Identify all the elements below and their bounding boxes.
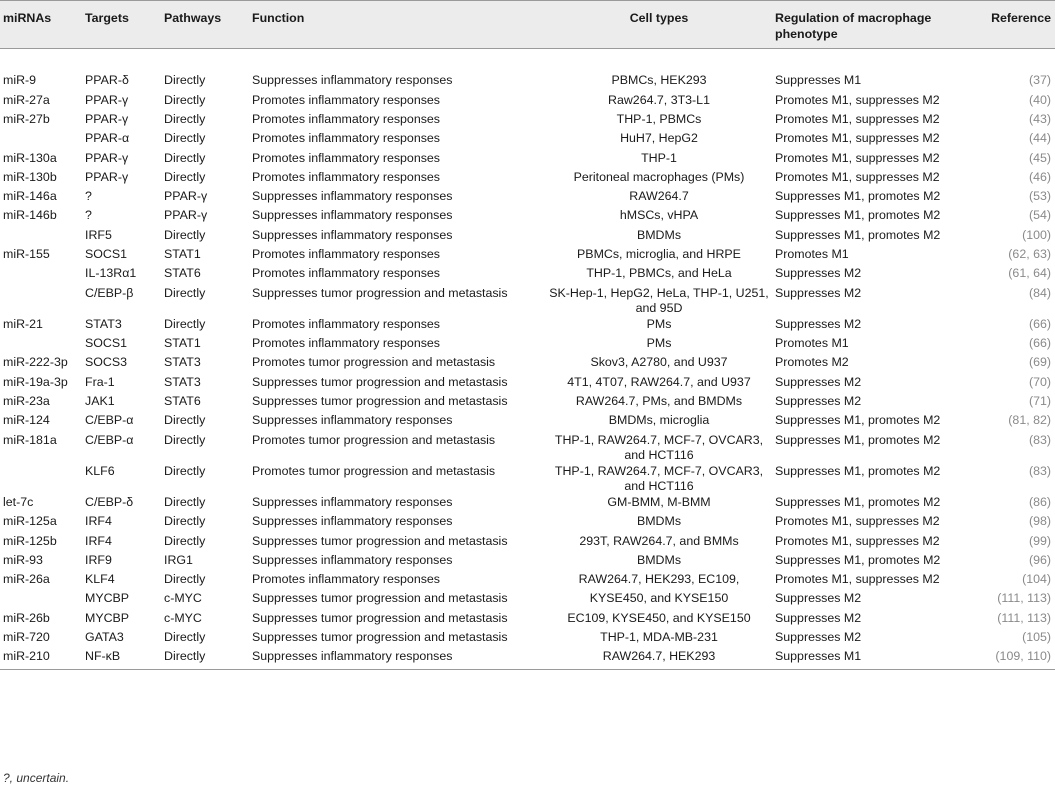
regulation-cell: Promotes M1 bbox=[775, 247, 849, 262]
regulation-cell: Suppresses M1, promotes M2 bbox=[775, 432, 941, 447]
function-cell: Suppresses tumor progression and metastasis bbox=[252, 591, 508, 606]
table-row bbox=[0, 649, 1055, 669]
table-row bbox=[0, 553, 1055, 572]
mirna-cell bbox=[0, 336, 82, 355]
reference-cell: (111, 113) bbox=[997, 610, 1051, 625]
pathway-cell: PPAR-γ bbox=[164, 208, 208, 223]
regulation-cell: Promotes M1, suppresses M2 bbox=[775, 169, 940, 184]
pathway-cell: c-MYC bbox=[164, 610, 202, 625]
regulation-cell: Suppresses M1, promotes M2 bbox=[775, 495, 941, 509]
function-cell: Suppresses tumor progression and metastasis bbox=[252, 533, 508, 548]
function-cell: Suppresses inflammatory responses bbox=[252, 552, 453, 567]
target-cell: PPAR-δ bbox=[85, 73, 129, 88]
reference-cell: (61, 64) bbox=[1008, 266, 1051, 281]
mirna-cell: miR-27b bbox=[3, 111, 50, 126]
function-cell: Promotes inflammatory responses bbox=[252, 92, 440, 107]
regulation-cell: Suppresses M2 bbox=[775, 266, 862, 281]
reference-cell: (100) bbox=[1022, 227, 1051, 242]
table-row bbox=[0, 514, 1055, 533]
cell-types-cell: PBMCs, microglia, and HRPE bbox=[577, 247, 741, 262]
cell-types-cell: THP-1, PBMCs bbox=[616, 111, 702, 126]
col-header-regulation: Regulation of macrophage phenotype bbox=[772, 1, 981, 49]
target-cell: STAT3 bbox=[85, 316, 122, 331]
mirna-cell: miR-146a bbox=[3, 189, 57, 204]
cell-types-cell: THP-1, MDA-MB-231 bbox=[600, 630, 718, 645]
function-cell: Suppresses tumor progression and metastasis bbox=[252, 630, 508, 645]
cell-types-cell: THP-1, PBMCs, and HeLa bbox=[586, 266, 732, 281]
table-row bbox=[0, 93, 1055, 112]
pathway-cell: Directly bbox=[164, 572, 206, 587]
mirna-cell: miR-155 bbox=[3, 247, 50, 262]
cell-types-cell: RAW264.7, HEK293 bbox=[546, 649, 772, 669]
table-row bbox=[0, 286, 1055, 317]
cell-types-cell: 293T, RAW264.7, and BMMs bbox=[579, 533, 739, 548]
reference-cell: (86) bbox=[1028, 495, 1051, 509]
pathway-cell: Directly bbox=[164, 533, 206, 548]
mirna-cell bbox=[0, 131, 82, 150]
mirna-cell: miR-27a bbox=[3, 92, 50, 107]
table-row bbox=[0, 611, 1055, 630]
regulation-cell: Promotes M1, suppresses M2 bbox=[775, 131, 940, 146]
reference-cell: (46) bbox=[1028, 169, 1051, 184]
reference-cell: (81, 82) bbox=[1008, 413, 1051, 428]
col-header-pathways: Pathways bbox=[161, 1, 249, 49]
table-body bbox=[0, 49, 1055, 670]
cell-types-cell: Raw264.7, 3T3-L1 bbox=[608, 92, 710, 107]
table-row bbox=[0, 433, 1055, 464]
cell-types-cell: HuH7, HepG2 bbox=[620, 131, 698, 146]
cell-types-cell: PMs bbox=[646, 316, 672, 331]
reference-cell: (43) bbox=[1028, 111, 1051, 126]
reference-cell: (53) bbox=[1028, 189, 1051, 204]
target-cell: KLF6 bbox=[85, 463, 115, 478]
function-cell: Suppresses inflammatory responses bbox=[249, 649, 546, 669]
cell-types-cell: 4T1, 4T07, RAW264.7, and U937 bbox=[567, 374, 751, 389]
table-row bbox=[0, 112, 1055, 131]
pathway-cell: STAT3 bbox=[164, 374, 201, 389]
pathway-cell: STAT6 bbox=[164, 394, 201, 409]
mirna-cell: miR-181a bbox=[3, 432, 57, 447]
pathway-cell: Directly bbox=[164, 73, 206, 88]
function-cell: Promotes inflammatory responses bbox=[252, 131, 440, 146]
function-cell: Promotes inflammatory responses bbox=[252, 150, 440, 165]
target-cell: PPAR-γ bbox=[85, 150, 129, 165]
pathway-cell: STAT1 bbox=[164, 336, 201, 351]
cell-types-cell: THP-1 bbox=[641, 150, 677, 165]
pathway-cell: Directly bbox=[164, 285, 206, 300]
cell-types-cell: RAW264.7, HEK293, EC109, bbox=[578, 572, 740, 587]
pathway-cell: IRG1 bbox=[164, 552, 193, 567]
target-cell: C/EBP-δ bbox=[85, 495, 134, 509]
target-cell: ? bbox=[85, 189, 92, 204]
regulation-cell: Suppresses M2 bbox=[775, 285, 862, 300]
pathway-cell: c-MYC bbox=[164, 591, 202, 606]
mirna-cell: miR-23a bbox=[3, 394, 50, 409]
pathway-cell: Directly bbox=[161, 649, 249, 669]
cell-types-cell: SK-Hep-1, HepG2, HeLa, THP-1, U251, and 95D bbox=[549, 285, 769, 316]
reference-cell: (37) bbox=[1028, 73, 1051, 88]
reference-cell: (40) bbox=[1028, 92, 1051, 107]
target-cell: NF-κB bbox=[82, 649, 161, 669]
reference-cell: (54) bbox=[1028, 208, 1051, 223]
target-cell: PPAR-α bbox=[85, 131, 130, 146]
regulation-cell: Promotes M1, suppresses M2 bbox=[775, 150, 940, 165]
target-cell: PPAR-γ bbox=[85, 92, 129, 107]
target-cell: MYCBP bbox=[85, 610, 130, 625]
pathway-cell: Directly bbox=[164, 432, 206, 447]
mirna-cell: miR-146b bbox=[3, 208, 57, 223]
target-cell: IRF4 bbox=[85, 514, 112, 529]
regulation-cell: Suppresses M2 bbox=[775, 374, 862, 389]
pathway-cell: STAT6 bbox=[164, 266, 201, 281]
reference-cell: (104) bbox=[1022, 572, 1051, 587]
table-row bbox=[0, 49, 1055, 93]
regulation-cell: Suppresses M2 bbox=[775, 316, 862, 331]
mirna-cell: miR-21 bbox=[3, 316, 43, 331]
cell-types-cell: RAW264.7 bbox=[629, 189, 689, 204]
mirna-cell: miR-93 bbox=[3, 552, 43, 567]
target-cell: IRF4 bbox=[85, 533, 112, 548]
reference-cell: (66) bbox=[1028, 336, 1051, 351]
table-row bbox=[0, 317, 1055, 336]
function-cell: Suppresses inflammatory responses bbox=[252, 514, 453, 529]
target-cell: SOCS1 bbox=[85, 247, 128, 262]
header-row bbox=[0, 1, 1055, 49]
pathway-cell: Directly bbox=[164, 92, 206, 107]
col-header-reference: Reference bbox=[981, 1, 1055, 49]
reference-cell: (45) bbox=[1028, 150, 1051, 165]
regulation-cell: Suppresses M1 bbox=[775, 73, 862, 88]
col-header-targets: Targets bbox=[82, 1, 161, 49]
reference-cell: (83) bbox=[1028, 463, 1051, 478]
regulation-cell: Promotes M1, suppresses M2 bbox=[775, 514, 940, 529]
table-row bbox=[0, 495, 1055, 514]
function-cell: Suppresses inflammatory responses bbox=[252, 495, 453, 509]
pathway-cell: Directly bbox=[164, 630, 206, 645]
mirna-cell: miR-720 bbox=[3, 630, 50, 645]
function-cell: Promotes inflammatory responses bbox=[252, 247, 440, 262]
table-row bbox=[0, 464, 1055, 495]
cell-types-cell: GM-BMM, M-BMM bbox=[607, 495, 711, 509]
col-header-cell-types: Cell types bbox=[546, 1, 772, 49]
function-cell: Promotes tumor progression and metastasis bbox=[252, 463, 496, 478]
reference-cell: (70) bbox=[1028, 374, 1051, 389]
target-cell: C/EBP-β bbox=[85, 285, 134, 300]
function-cell: Suppresses tumor progression and metastasis bbox=[252, 285, 508, 300]
target-cell: IRF5 bbox=[85, 227, 112, 242]
mirna-cell: miR-9 bbox=[3, 73, 37, 88]
pathway-cell: Directly bbox=[164, 169, 206, 184]
regulation-cell: Promotes M1, suppresses M2 bbox=[775, 111, 940, 126]
pathway-cell: STAT1 bbox=[164, 247, 201, 262]
function-cell: Suppresses inflammatory responses bbox=[252, 73, 453, 88]
function-cell: Promotes inflammatory responses bbox=[252, 266, 440, 281]
regulation-cell: Promotes M2 bbox=[775, 355, 849, 370]
mirna-cell: miR-26b bbox=[3, 610, 50, 625]
pathway-cell: Directly bbox=[164, 131, 206, 146]
regulation-cell: Suppresses M1, promotes M2 bbox=[775, 413, 941, 428]
function-cell: Promotes inflammatory responses bbox=[252, 316, 440, 331]
mirna-cell: miR-222-3p bbox=[3, 355, 68, 370]
table-row bbox=[0, 247, 1055, 266]
cell-types-cell: PBMCs, HEK293 bbox=[611, 73, 707, 88]
function-cell: Promotes inflammatory responses bbox=[252, 336, 440, 351]
regulation-cell: Suppresses M1, promotes M2 bbox=[775, 463, 941, 478]
reference-cell: (111, 113) bbox=[997, 591, 1051, 606]
function-cell: Suppresses tumor progression and metastasis bbox=[252, 374, 508, 389]
table-row bbox=[0, 151, 1055, 170]
target-cell: Fra-1 bbox=[85, 374, 115, 389]
target-cell: SOCS1 bbox=[85, 336, 128, 351]
table-row bbox=[0, 630, 1055, 649]
function-cell: Suppresses inflammatory responses bbox=[252, 208, 453, 223]
target-cell: PPAR-γ bbox=[85, 169, 129, 184]
regulation-cell: Promotes M1, suppresses M2 bbox=[775, 572, 940, 587]
reference-cell: (96) bbox=[1028, 552, 1051, 567]
col-header-mirnas: miRNAs bbox=[0, 1, 82, 49]
mirna-cell: miR-124 bbox=[3, 413, 50, 428]
reference-cell: (98) bbox=[1028, 514, 1051, 529]
pathway-cell: Directly bbox=[164, 463, 206, 478]
function-cell: Suppresses inflammatory responses bbox=[252, 227, 453, 242]
mirna-cell bbox=[0, 266, 82, 285]
mirna-cell bbox=[0, 591, 82, 610]
function-cell: Promotes inflammatory responses bbox=[252, 572, 440, 587]
mirna-cell: miR-125a bbox=[3, 514, 57, 529]
regulation-cell: Promotes M1, suppresses M2 bbox=[775, 533, 940, 548]
cell-types-cell: BMDMs bbox=[636, 227, 682, 242]
pathway-cell: Directly bbox=[164, 495, 206, 509]
function-cell: Suppresses tumor progression and metastasis bbox=[252, 394, 508, 409]
table-row bbox=[0, 208, 1055, 227]
cell-types-cell: BMDMs, microglia bbox=[608, 413, 710, 428]
target-cell: KLF4 bbox=[85, 572, 115, 587]
pathway-cell: Directly bbox=[164, 413, 206, 428]
regulation-cell: Suppresses M1, promotes M2 bbox=[775, 552, 941, 567]
table-row bbox=[0, 189, 1055, 208]
reference-cell: (109, 110) bbox=[981, 649, 1055, 669]
mirna-cell bbox=[0, 228, 82, 247]
table-row bbox=[0, 170, 1055, 189]
table-row bbox=[0, 375, 1055, 394]
target-cell: IRF9 bbox=[85, 552, 112, 567]
cell-types-cell: BMDMs bbox=[636, 552, 682, 567]
reference-cell: (69) bbox=[1028, 355, 1051, 370]
mirna-cell: miR-26a bbox=[3, 572, 50, 587]
table-row bbox=[0, 336, 1055, 355]
table-row bbox=[0, 355, 1055, 374]
regulation-cell: Suppresses M1, promotes M2 bbox=[775, 227, 941, 242]
mirna-cell: miR-130a bbox=[3, 150, 57, 165]
cell-types-cell: EC109, KYSE450, and KYSE150 bbox=[567, 610, 751, 625]
function-cell: Suppresses inflammatory responses bbox=[252, 189, 453, 204]
mirna-cell: miR-125b bbox=[3, 533, 57, 548]
reference-cell: (99) bbox=[1028, 533, 1051, 548]
reference-cell: (62, 63) bbox=[1008, 247, 1051, 262]
regulation-cell: Suppresses M2 bbox=[775, 630, 862, 645]
reference-cell: (44) bbox=[1028, 131, 1051, 146]
mirna-cell bbox=[0, 286, 82, 317]
target-cell: ? bbox=[85, 208, 92, 223]
table-row bbox=[0, 591, 1055, 610]
table-row bbox=[0, 572, 1055, 591]
target-cell: MYCBP bbox=[85, 591, 130, 606]
pathway-cell: Directly bbox=[164, 514, 206, 529]
target-cell: C/EBP-α bbox=[85, 413, 134, 428]
function-cell: Promotes tumor progression and metastasis bbox=[252, 355, 496, 370]
cell-types-cell: KYSE450, and KYSE150 bbox=[589, 591, 729, 606]
regulation-cell: Promotes M1, suppresses M2 bbox=[775, 92, 940, 107]
function-cell: Suppresses tumor progression and metastasis bbox=[252, 610, 508, 625]
cell-types-cell: RAW264.7, PMs, and BMDMs bbox=[575, 394, 743, 409]
reference-cell: (83) bbox=[1028, 432, 1051, 447]
mirna-cell bbox=[0, 464, 82, 495]
table-row bbox=[0, 266, 1055, 285]
mirna-cell: miR-130b bbox=[3, 169, 57, 184]
cell-types-cell: Skov3, A2780, and U937 bbox=[590, 355, 728, 370]
regulation-cell: Suppresses M2 bbox=[775, 610, 862, 625]
target-cell: C/EBP-α bbox=[85, 432, 134, 447]
regulation-cell: Suppresses M1, promotes M2 bbox=[775, 208, 941, 223]
regulation-cell: Suppresses M2 bbox=[775, 591, 862, 606]
function-cell: Promotes tumor progression and metastasis bbox=[252, 432, 496, 447]
table-footnote: ?, uncertain. bbox=[3, 771, 70, 785]
mirna-cell: miR-19a-3p bbox=[3, 374, 68, 389]
cell-types-cell: PMs bbox=[646, 336, 672, 351]
regulation-cell: Promotes M1 bbox=[775, 336, 849, 351]
target-cell: GATA3 bbox=[85, 630, 124, 645]
pathway-cell: Directly bbox=[164, 150, 206, 165]
regulation-cell: Suppresses M2 bbox=[775, 394, 862, 409]
reference-cell: (84) bbox=[1028, 285, 1051, 300]
target-cell: JAK1 bbox=[85, 394, 115, 409]
regulation-cell: Suppresses M1, promotes M2 bbox=[775, 189, 941, 204]
col-header-function: Function bbox=[249, 1, 546, 49]
target-cell: IL-13Rα1 bbox=[85, 266, 137, 281]
table-row bbox=[0, 131, 1055, 150]
cell-types-cell: BMDMs bbox=[636, 514, 682, 529]
mirna-cell: let-7c bbox=[3, 495, 34, 509]
function-cell: Suppresses inflammatory responses bbox=[252, 413, 453, 428]
reference-cell: (105) bbox=[1022, 630, 1051, 645]
regulation-cell: Suppresses M1 bbox=[772, 649, 981, 669]
reference-cell: (71) bbox=[1028, 394, 1051, 409]
table-row bbox=[0, 413, 1055, 432]
function-cell: Promotes inflammatory responses bbox=[252, 169, 440, 184]
cell-types-cell: hMSCs, vHPA bbox=[619, 208, 699, 223]
pathway-cell: Directly bbox=[164, 227, 206, 242]
pathway-cell: Directly bbox=[164, 316, 206, 331]
pathway-cell: STAT3 bbox=[164, 355, 201, 370]
reference-cell: (66) bbox=[1028, 316, 1051, 331]
cell-types-cell: Peritoneal macrophages (PMs) bbox=[573, 169, 745, 184]
target-cell: PPAR-γ bbox=[85, 111, 129, 126]
cell-types-cell: THP-1, RAW264.7, MCF-7, OVCAR3, and HCT116 bbox=[554, 432, 764, 463]
pathway-cell: PPAR-γ bbox=[164, 189, 208, 204]
pathway-cell: Directly bbox=[164, 111, 206, 126]
function-cell: Promotes inflammatory responses bbox=[252, 111, 440, 126]
table-row bbox=[0, 534, 1055, 553]
table-row bbox=[0, 394, 1055, 413]
table-row bbox=[0, 228, 1055, 247]
cell-types-cell: THP-1, RAW264.7, MCF-7, OVCAR3, and HCT116 bbox=[554, 463, 764, 494]
mirna-cell: miR-210 bbox=[0, 649, 82, 669]
target-cell: SOCS3 bbox=[85, 355, 128, 370]
